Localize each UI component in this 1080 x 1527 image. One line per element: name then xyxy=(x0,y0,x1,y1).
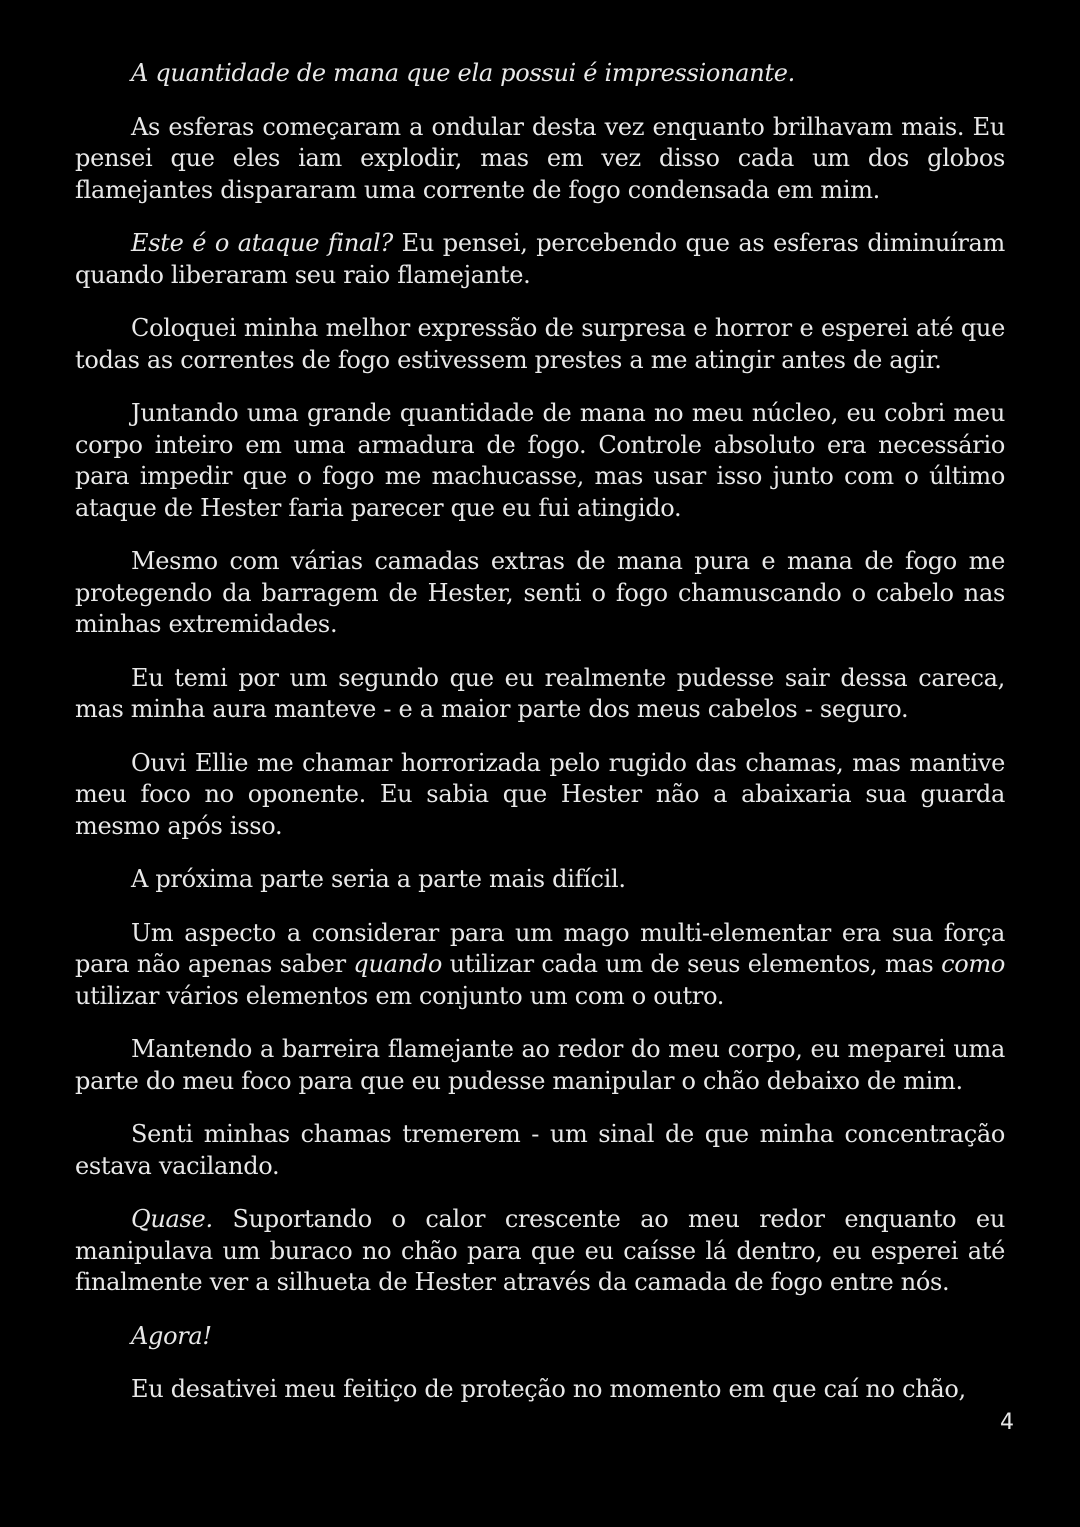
paragraph xyxy=(75,1321,1005,1353)
page-number: 4 xyxy=(1000,1410,1014,1435)
paragraph xyxy=(75,1374,1005,1406)
text-run: A próxima parte seria a parte mais difícil. xyxy=(131,865,626,893)
italic-text: como xyxy=(941,950,1005,978)
paragraph xyxy=(75,313,1005,376)
italic-text: Quase. xyxy=(131,1205,213,1233)
paragraph xyxy=(75,228,1005,291)
text-run: Senti minhas chamas tremerem - um sinal de que minha concentração estava vacilando. xyxy=(75,1120,1005,1180)
text-run: Um aspecto a considerar para um mago multi-elementar era sua força para não apenas saber xyxy=(75,918,1005,978)
paragraph xyxy=(75,1034,1005,1097)
text-run: Eu temi por um segundo que eu realmente pudesse sair dessa careca, mas minha aura manteve - e a maior parte dos meus cabelos - seguro. xyxy=(75,663,1005,723)
paragraph xyxy=(75,398,1005,524)
text-run: Juntando uma grande quantidade de mana no meu núcleo, eu cobri meu corpo inteiro em uma armadura de fogo. Controle absoluto era necessário para impedir que o fogo me machucasse, mas usar isso junto com o último ataque de Hester faria parecer que eu fui atingido. xyxy=(75,399,1005,522)
paragraph xyxy=(75,546,1005,641)
paragraph xyxy=(75,748,1005,843)
text-run: As esferas começaram a ondular desta vez enquanto brilhavam mais. Eu pensei que eles iam explodir, mas em vez disso cada um dos globos flamejantes dispararam uma corrente de fogo condensada em mim. xyxy=(75,112,1005,204)
text-run: Mantendo a barreira flamejante ao redor do meu corpo, eu meparei uma parte do meu foco para que eu pudesse manipular o chão debaixo de mim. xyxy=(75,1035,1005,1095)
text-run: Coloquei minha melhor expressão de surpresa e horror e esperei até que todas as correntes de fogo estivessem prestes a me atingir antes de agir. xyxy=(75,314,1005,374)
paragraph xyxy=(75,1204,1005,1299)
text-run: Eu desativei meu feitiço de proteção no momento em que caí no chão, xyxy=(131,1375,966,1403)
paragraph xyxy=(75,663,1005,726)
text-run: Mesmo com várias camadas extras de mana pura e mana de fogo me protegendo da barragem de Hester, senti o fogo chamuscando o cabelo nas minhas extremidades. xyxy=(75,547,1005,638)
italic-text: A quantidade de mana que ela possui é impressionante. xyxy=(131,59,795,87)
text-run: Ouvi Ellie me chamar horrorizada pelo rugido das chamas, mas mantive meu foco no oponente. Eu sabia que Hester não a abaixaria sua guarda mesmo após isso. xyxy=(75,748,1005,840)
paragraph xyxy=(75,58,1005,90)
italic-text: quando xyxy=(353,950,442,978)
text-run: utilizar vários elementos em conjunto um com o outro. xyxy=(75,981,725,1010)
italic-text: Agora! xyxy=(131,1321,212,1350)
paragraph xyxy=(75,1119,1005,1182)
italic-text: Este é o ataque final? xyxy=(131,229,393,257)
paragraph xyxy=(75,864,1005,896)
text-run: Eu pensei, percebendo que as esferas diminuíram quando liberaram seu raio flamejante. xyxy=(75,229,1005,289)
document-page xyxy=(75,58,1005,1428)
paragraph xyxy=(75,112,1005,207)
text-run: utilizar cada um de seus elementos, mas xyxy=(442,950,942,978)
paragraph xyxy=(75,918,1005,1013)
text-run: Suportando o calor crescente ao meu redor enquanto eu manipulava um buraco no chão para que eu caísse lá dentro, eu esperei até finalmente ver a silhueta de Hester através da camada de fogo entre nós. xyxy=(75,1205,1005,1296)
